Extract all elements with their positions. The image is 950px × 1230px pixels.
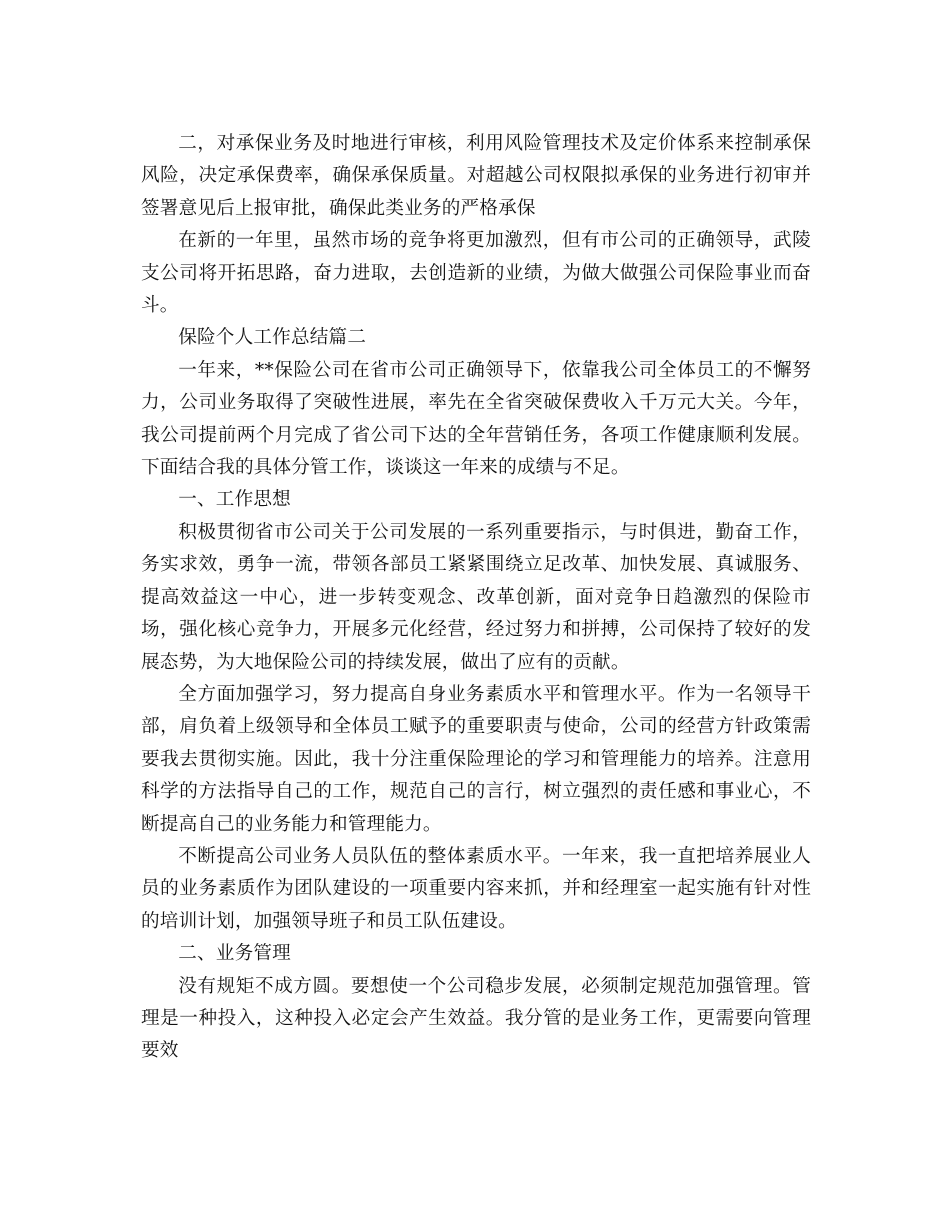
heading-work-philosophy: 一、工作思想 — [178, 489, 291, 511]
paragraph-self-study: 全方面加强学习，努力提高自身业务素质水平和管理水平。作为一名领导干部，肩负着上级领导和全体员工赋予的重要职责与使命，公司的经营方针政策需要我去贯彻实施。因此，我十分注重保险理论的学习和管理能力的培养。注意用科学的方法指导自己的工作，规范自己的言行，树立强烈的责任感和事业心，不断提高自己的业务能力和管理能力。 — [141, 683, 811, 835]
paragraph-annual-overview: 一年来，**保险公司在省市公司正确领导下，依靠我公司全体员工的不懈努力，公司业务取得了突破性进展，率先在全省突破保费收入千万元大关。今年，我公司提前两个月完成了省公司下达的全年营销任务，各项工作健康顺利发展。下面结合我的具体分管工作，谈谈这一年来的成绩与不足。 — [141, 359, 811, 479]
section-title-part-two: 保险个人工作总结篇二 — [178, 327, 367, 349]
paragraph-underwriting-review: 二，对承保业务及时地进行审核，利用风险管理技术及定价体系来控制承保风险，决定承保费率，确保承保质量。对超越公司权限拟承保的业务进行初审并签署意见后上报审批，确保此类业务的严格承保 — [141, 133, 811, 219]
document-body — [141, 128, 811, 1068]
paragraph-team-quality: 不断提高公司业务人员队伍的整体素质水平。一年来，我一直把培养展业人员的业务素质作为团队建设的一项重要内容来抓，并和经理室一起实施有针对性的培训计划，加强领导班子和员工队伍建设。 — [141, 845, 811, 932]
paragraph-business-management: 没有规矩不成方圆。要想使一个公司稳步发展，必须制定规范加强管理。管理是一种投入，这种投入必定会产生效益。我分管的是业务工作，更需要向管理要效 — [141, 975, 811, 1062]
heading-business-management: 二、业务管理 — [178, 943, 291, 965]
paragraph-work-philosophy: 积极贯彻省市公司关于公司发展的一系列重要指示，与时俱进，勤奋工作，务实求效，勇争一流，带领各部员工紧紧围绕立足改革、加快发展、真诚服务、提高效益这一中心，进一步转变观念、改革创新，面对竞争日趋激烈的保险市场，强化核心竞争力，开展多元化经营，经过努力和拼搏，公司保持了较好的发展态势，为大地保险公司的持续发展，做出了应有的贡献。 — [141, 521, 811, 673]
paragraph-new-year-outlook: 在新的一年里，虽然市场的竞争将更加激烈，但有市公司的正确领导，武陵支公司将开拓思路，奋力进取，去创造新的业绩，为做大做强公司保险事业而奋斗。 — [141, 230, 811, 317]
